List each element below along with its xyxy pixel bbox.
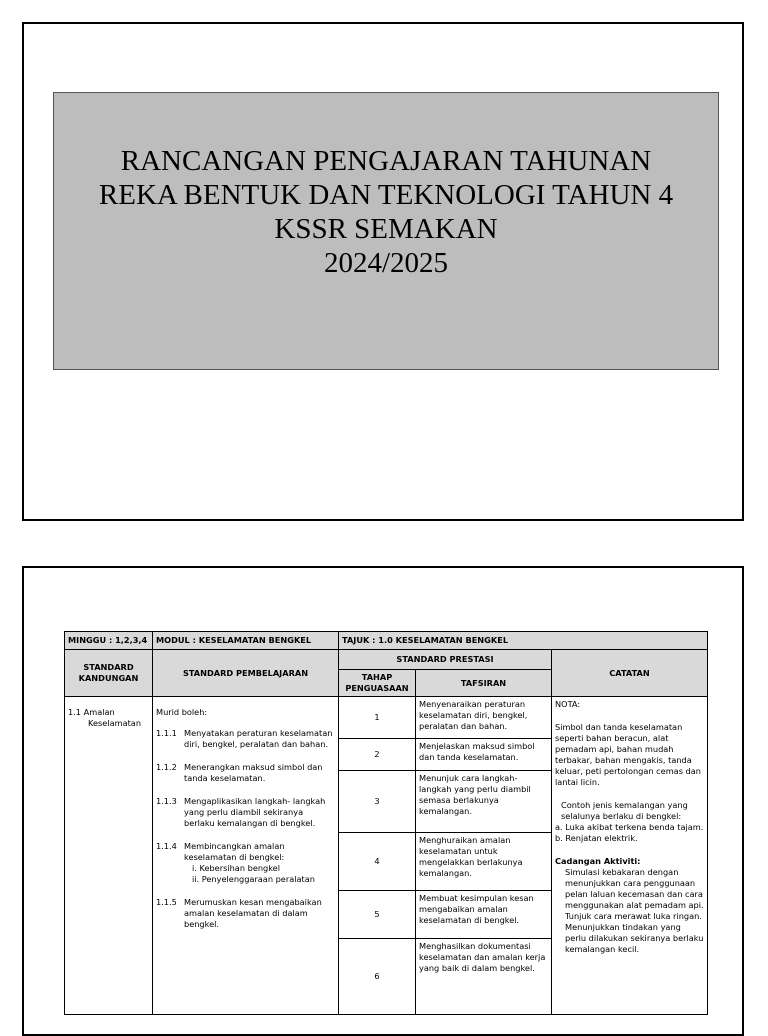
sp-item-5 xyxy=(156,897,335,930)
sp-sub-item-1: i. Kebersihan bengkel xyxy=(192,863,280,873)
cover-title-line-4: 2024/2025 xyxy=(323,247,449,279)
sp-item-num: 1.1.3 xyxy=(156,796,177,806)
standard-kandungan-cell xyxy=(65,697,153,1015)
rpt-table xyxy=(64,631,708,1015)
tahap-cell-6: 6 xyxy=(339,939,416,1015)
header-tafsiran: TAFSIRAN xyxy=(416,670,552,697)
standard-kandungan-line-2: Keselamatan xyxy=(88,718,142,728)
header-standard-kandungan: STANDARD KANDUNGAN xyxy=(65,650,153,697)
sp-intro: Murid boleh: xyxy=(156,707,208,717)
tafsiran-cell-2: Menjelaskan maksud simbol dan tanda keselamatan. xyxy=(416,739,552,771)
cover-title-line-3: KSSR SEMAKAN xyxy=(274,213,498,245)
sp-item-text: Mengaplikasikan langkah- langkah yang perlu diambil sekiranya berlaku kemalangan di bengkel. xyxy=(184,796,326,828)
cadangan-item-3: Menunjukkan tindakan yang perlu dilakukan sekiranya berlaku kemalangan kecil. xyxy=(565,922,704,954)
sp-sub-item-2: ii. Penyelenggaraan peralatan xyxy=(192,874,315,884)
cover-page xyxy=(22,22,744,521)
tafsiran-cell-4: Menghuraikan amalan keselamatan untuk mengelakkan berlakunya kemalangan. xyxy=(416,833,552,891)
header-tahap-penguasaan: TAHAP PENGUASAAN xyxy=(339,670,416,697)
sp-item-3 xyxy=(156,796,335,829)
modul-cell: MODUL : KESELAMATAN BENGKEL xyxy=(153,632,339,650)
header-catatan: CATATAN xyxy=(552,650,708,697)
sp-item-num: 1.1.5 xyxy=(156,897,177,907)
sp-item-text: Menerangkan maksud simbol dan tanda keselamatan. xyxy=(184,762,323,783)
tafsiran-cell-1: Menyenaraikan peraturan keselamatan diri, bengkel, peralatan dan bahan. xyxy=(416,697,552,739)
tafsiran-cell-5: Membuat kesimpulan kesan mengabaikan amalan keselamatan di bengkel. xyxy=(416,891,552,939)
tahap-cell-3: 3 xyxy=(339,771,416,833)
tafsiran-cell-6: Menghasilkan dokumentasi keselamatan dan amalan kerja yang baik di dalam bengkel. xyxy=(416,939,552,1015)
tahap-cell-5: 5 xyxy=(339,891,416,939)
sp-item-1 xyxy=(156,728,335,750)
nota-label: NOTA: xyxy=(555,699,581,709)
sp-item-num: 1.1.4 xyxy=(156,841,177,851)
standard-pembelajaran-cell xyxy=(153,697,339,1015)
sp-item-text: Menyatakan peraturan keselamatan diri, bengkel, peralatan dan bahan. xyxy=(184,728,333,749)
rpt-page xyxy=(22,566,744,1036)
cadangan-label: Cadangan Aktiviti: xyxy=(555,856,641,866)
cover-title-line-1: RANCANGAN PENGAJARAN TAHUNAN xyxy=(120,145,652,177)
standard-kandungan-line-1: 1.1 Amalan xyxy=(68,707,115,717)
cover-title-box xyxy=(53,92,719,370)
tahap-cell-2: 2 xyxy=(339,739,416,771)
tajuk-cell: TAJUK : 1.0 KESELAMATAN BENGKEL xyxy=(339,632,708,650)
contoh-item-b: b. Renjatan elektrik. xyxy=(555,833,638,843)
catatan-cell xyxy=(552,697,708,1015)
sp-item-num: 1.1.1 xyxy=(156,728,177,738)
cadangan-item-2: Tunjuk cara merawat luka ringan. xyxy=(565,911,702,921)
cover-title-line-2: REKA BENTUK DAN TEKNOLOGI TAHUN 4 xyxy=(98,179,674,211)
cadangan-item-1: Simulasi kebakaran dengan menunjukkan cara penggunaan pelan laluan kecemasan dan cara menggunakan alat pemadam api. xyxy=(565,867,704,910)
tahap-cell-1: 1 xyxy=(339,697,416,739)
sp-item-2 xyxy=(156,762,335,784)
sp-item-4 xyxy=(156,841,335,885)
tahap-cell-4: 4 xyxy=(339,833,416,891)
tafsiran-cell-3: Menunjuk cara langkah-langkah yang perlu diambil semasa berlakunya kemalangan. xyxy=(416,771,552,833)
sp-item-text: Membincangkan amalan keselamatan di bengkel: xyxy=(184,841,285,862)
contoh-intro: Contoh jenis kemalangan yang selalunya berlaku di bengkel: xyxy=(561,800,688,821)
sp-item-num: 1.1.2 xyxy=(156,762,177,772)
header-standard-prestasi: STANDARD PRESTASI xyxy=(339,650,552,670)
header-standard-pembelajaran: STANDARD PEMBELAJARAN xyxy=(153,650,339,697)
minggu-cell: MINGGU : 1,2,3,4 xyxy=(65,632,153,650)
sp-item-text: Merumuskan kesan mengabaikan amalan keselamatan di dalam bengkel. xyxy=(184,897,322,929)
contoh-item-a: a. Luka akibat terkena benda tajam. xyxy=(555,822,704,832)
nota-text: Simbol dan tanda keselamatan seperti bahan beracun, alat pemadam api, bahan mudah terbakar, bahan mengakis, tanda keluar, peti pertolongan cemas dan lantai licin. xyxy=(555,722,701,787)
